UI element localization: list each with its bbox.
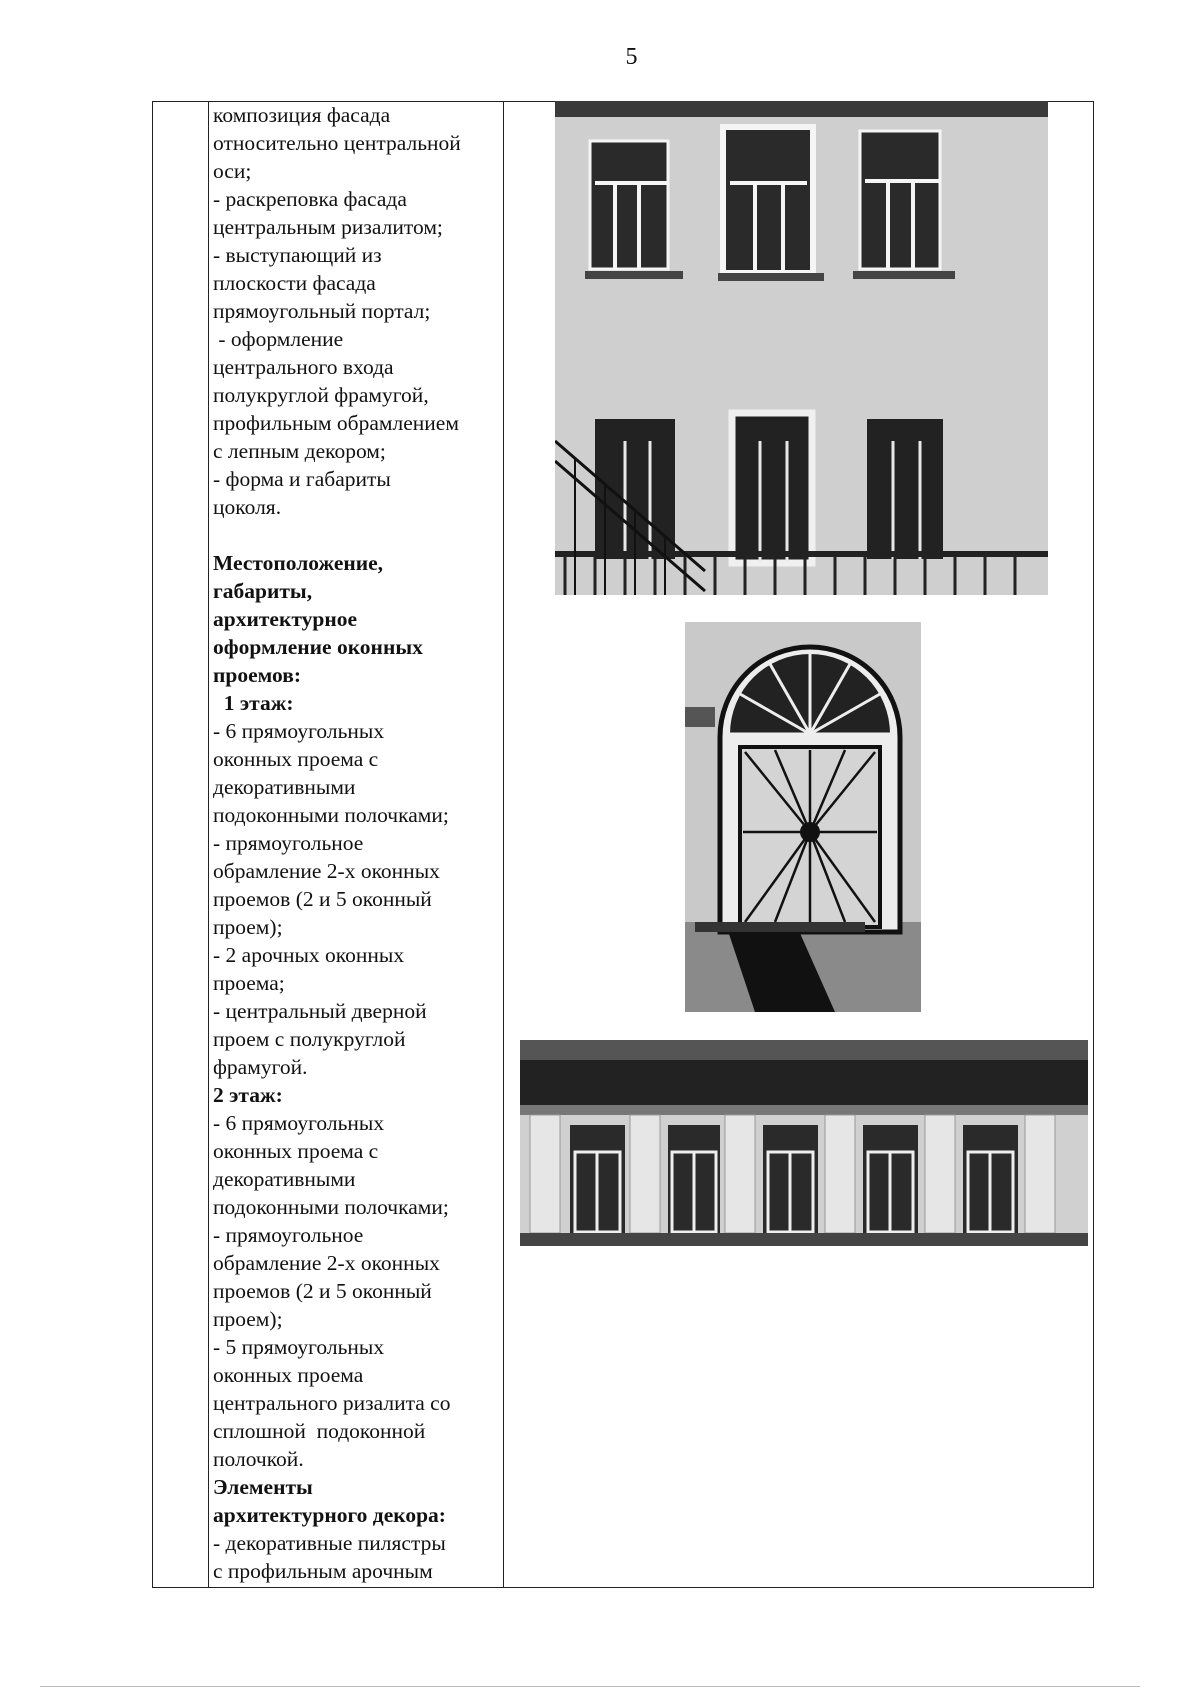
section-heading-line: 1 этаж: [213,691,294,715]
text-line: с профильным арочным [213,1559,433,1583]
section-heading-line: архитектурное [213,607,358,631]
text-line: - 6 прямоугольных [213,719,385,743]
text-line: - 5 прямоугольных [213,1335,385,1359]
text-line: - центральный дверной [213,999,427,1023]
page-number: 5 [625,44,638,70]
table-column-divider-2 [503,102,504,1587]
text-line: прямоугольный портал; [213,299,431,323]
section-heading-line: Местоположение, [213,551,384,575]
text-line: полочкой. [213,1447,304,1471]
text-line: подоконными полочками; [213,803,449,827]
text-line: цоколя. [213,495,282,519]
arched-door-photo [685,622,921,1012]
text-line: оконных проема [213,1363,364,1387]
text-line: композиция фасада [213,103,391,127]
text-line: проем); [213,915,283,939]
text-line: оконных проема с [213,747,379,771]
text-line: профильным обрамлением [213,411,459,435]
text-line: плоскости фасада [213,271,376,295]
text-line: проемов (2 и 5 оконный [213,1279,432,1303]
text-line: обрамление 2-х оконных [213,1251,440,1275]
text-line: - 2 арочных оконных [213,943,405,967]
text-line: - раскреповка фасада [213,187,407,211]
table-column-divider-1 [208,102,209,1587]
section-heading-line: архитектурного декора: [213,1503,446,1527]
text-line: сплошной подоконной [213,1419,426,1443]
description-text-cell [213,101,503,1585]
text-line: - оформление [213,327,344,351]
section-heading-line: проемов: [213,663,301,687]
blank-line [213,521,503,549]
text-line: фрамугой. [213,1055,308,1079]
section-heading-line: Элементы [213,1475,313,1499]
text-line: проем); [213,1307,283,1331]
text-line: центрального ризалита со [213,1391,451,1415]
text-line: с лепным декором; [213,439,386,463]
pilasters-windows-photo [520,1040,1088,1246]
text-line: - прямоугольное [213,1223,364,1247]
text-line: декоративными [213,775,356,799]
text-line: - 6 прямоугольных [213,1111,385,1135]
text-line: - декоративные пилястры [213,1531,446,1555]
facade-photo [555,101,1048,595]
text-line: полукруглой фрамугой, [213,383,429,407]
text-line: подоконными полочками; [213,1195,449,1219]
text-line: оконных проема с [213,1139,379,1163]
text-line: центрального входа [213,355,394,379]
section-heading-line: габариты, [213,579,313,603]
text-line: - прямоугольное [213,831,364,855]
text-line: относительно центральной [213,131,461,155]
section-heading-line: 2 этаж: [213,1083,283,1107]
text-line: - форма и габариты [213,467,391,491]
text-line: проем с полукруглой [213,1027,406,1051]
section-heading-line: оформление оконных [213,635,423,659]
text-line: обрамление 2-х оконных [213,859,440,883]
bottom-scan-rule [40,1686,1140,1687]
text-line: проемов (2 и 5 оконный [213,887,432,911]
text-line: декоративными [213,1167,356,1191]
text-line: оси; [213,159,252,183]
text-line: - выступающий из [213,243,382,267]
text-line: проема; [213,971,285,995]
text-line: центральным ризалитом; [213,215,443,239]
